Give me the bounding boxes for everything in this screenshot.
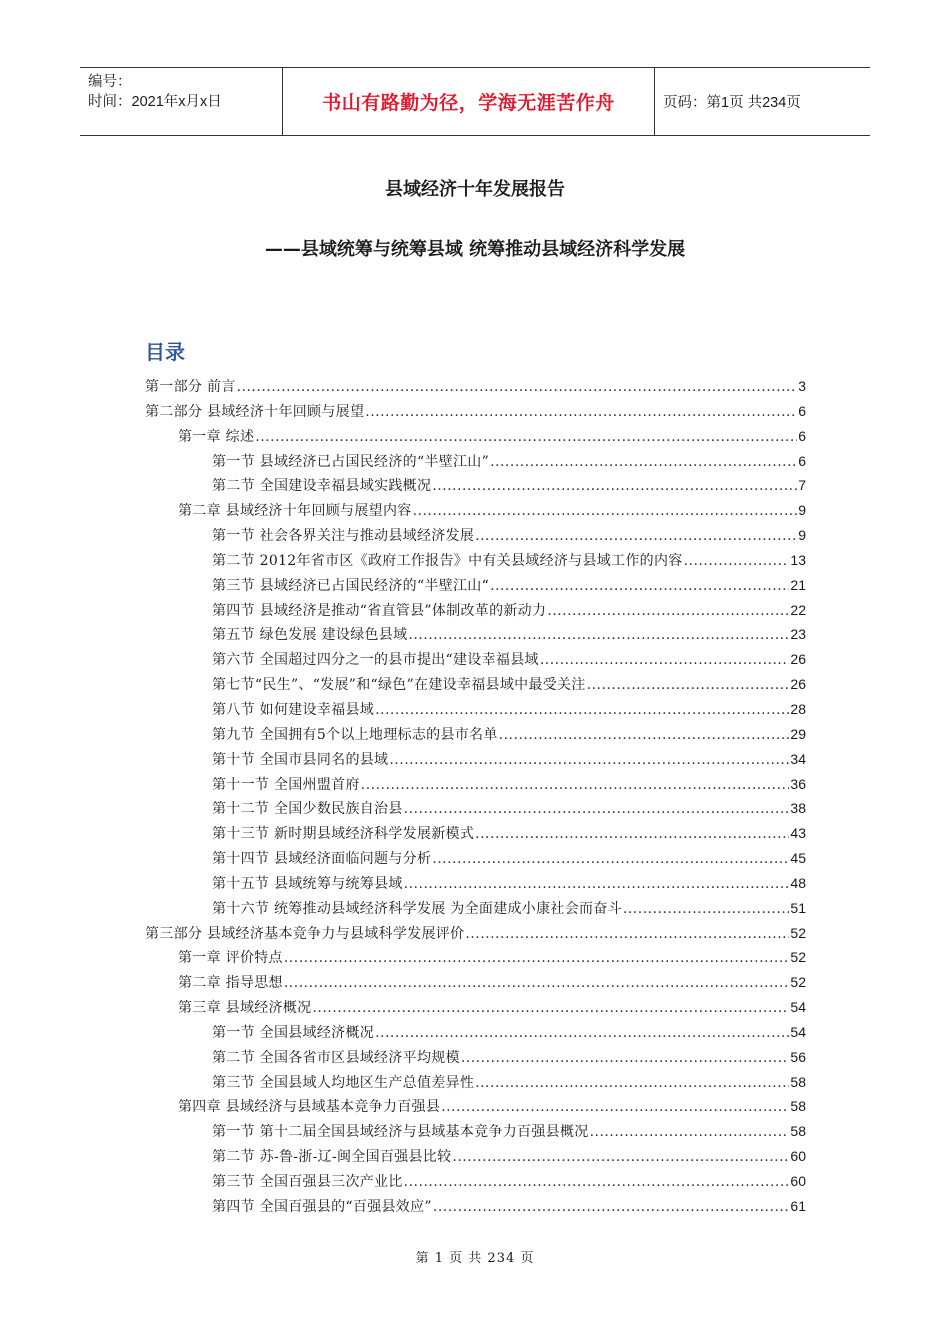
toc-entry-page: 54	[790, 1023, 806, 1040]
toc-entry-label: 第十六节 统筹推动县域经济科学发展 为全面建成小康社会而奋斗	[212, 900, 622, 917]
toc-entry-label: 第十二节 全国少数民族自治县	[212, 801, 403, 818]
table-of-contents	[145, 376, 806, 1221]
toc-entry[interactable]	[145, 923, 806, 948]
toc-entry[interactable]	[145, 500, 806, 525]
toc-dot-leader	[490, 578, 789, 594]
toc-entry-label: 第三节 全国百强县三次产业比	[212, 1174, 403, 1190]
toc-entry-label: 第一节 第十二届全国县域经济与县域基本竞争力百强县概况	[212, 1124, 589, 1141]
toc-entry[interactable]	[145, 1022, 806, 1047]
toc-entry[interactable]	[145, 798, 806, 823]
toc-entry-page: 61	[790, 1197, 806, 1214]
document-date: 时间：2021年x月x日	[88, 94, 222, 110]
toc-entry-page: 52	[790, 924, 806, 941]
toc-entry[interactable]	[145, 1146, 806, 1171]
toc-entry-page: 7	[798, 477, 806, 494]
toc-entry-label: 第一节 社会各界关注与推动县域经济发展	[212, 528, 475, 545]
toc-entry-page: 28	[790, 700, 806, 717]
toc-entry-label: 第十一节 全国州盟首府	[212, 776, 360, 793]
toc-entry-label: 第七节“民生”、“发展”和“绿色”在建设幸福县域中最受关注	[212, 677, 586, 694]
toc-entry-page: 36	[790, 775, 806, 792]
toc-entry-page: 22	[790, 601, 806, 618]
toc-dot-leader	[540, 652, 790, 668]
toc-entry-page: 58	[790, 1073, 806, 1090]
toc-entry-page: 58	[790, 1098, 806, 1115]
document-header	[80, 67, 870, 136]
toc-entry-label: 第六节 全国超过四分之一的县市提出“建设幸福县域	[212, 652, 539, 669]
toc-entry[interactable]	[145, 823, 806, 848]
toc-entry[interactable]	[145, 774, 806, 799]
toc-entry-label: 第二章 县域经济十年回顾与展望内容	[178, 503, 412, 520]
toc-entry[interactable]	[145, 724, 806, 749]
document-subtitle: ——县域统筹与统筹县域 统筹推动县域经济科学发展	[264, 239, 686, 260]
toc-entry[interactable]	[145, 947, 806, 972]
toc-dot-leader	[587, 677, 790, 693]
toc-dot-leader	[408, 627, 789, 643]
toc-entry-page: 26	[790, 651, 806, 668]
toc-entry[interactable]	[145, 475, 806, 500]
toc-dot-leader	[389, 752, 789, 768]
toc-entry[interactable]	[145, 426, 806, 451]
toc-dot-leader	[490, 454, 797, 470]
toc-dot-leader	[284, 950, 790, 966]
toc-entry[interactable]	[145, 575, 806, 600]
toc-entry-page: 9	[798, 527, 806, 544]
toc-entry-page: 51	[790, 899, 806, 916]
toc-dot-leader	[547, 603, 789, 619]
toc-dot-leader	[413, 503, 798, 519]
toc-entry[interactable]	[145, 1096, 806, 1121]
toc-dot-leader	[375, 702, 789, 718]
toc-entry[interactable]	[145, 699, 806, 724]
toc-entry-page: 13	[790, 551, 806, 568]
toc-dot-leader	[365, 404, 797, 420]
toc-entry-label: 第二部分 县域经济十年回顾与展望	[145, 403, 365, 420]
toc-entry-page: 52	[790, 949, 806, 966]
toc-dot-leader	[404, 801, 790, 817]
toc-entry-page: 54	[790, 999, 806, 1016]
toc-dot-leader	[255, 429, 797, 445]
toc-entry-label: 第一节 全国县域经济概况	[212, 1024, 375, 1041]
toc-entry-label: 第一章 综述	[178, 428, 255, 445]
toc-entry[interactable]	[145, 848, 806, 873]
toc-dot-leader	[432, 851, 789, 867]
header-motto: 书山有路勤为径，学海无涯苦作舟	[282, 68, 655, 135]
toc-entry-label: 第二节 2012年省市区《政府工作报告》中有关县域经济与县域工作的内容	[212, 552, 683, 569]
toc-dot-leader	[475, 1075, 789, 1091]
toc-entry[interactable]	[145, 972, 806, 997]
toc-entry[interactable]	[145, 1196, 806, 1221]
toc-entry[interactable]	[145, 873, 806, 898]
toc-entry-label: 第三章 县域经济概况	[178, 1000, 312, 1017]
toc-entry-label: 第十四节 县域经济面临问题与分析	[212, 851, 432, 868]
toc-entry-label: 第一部分 前言	[145, 379, 236, 395]
toc-entry-label: 第十节 全国市县同名的县域	[212, 751, 389, 768]
toc-entry[interactable]	[145, 1121, 806, 1146]
toc-entry[interactable]	[145, 674, 806, 699]
toc-entry-page: 3	[798, 378, 806, 394]
toc-entry-page: 26	[790, 676, 806, 693]
toc-entry-page: 58	[790, 1123, 806, 1140]
toc-entry-page: 52	[790, 974, 806, 991]
toc-dot-leader	[499, 727, 790, 743]
header-page-info: 页码：第1页 共234页	[663, 95, 801, 111]
toc-entry[interactable]	[145, 525, 806, 550]
toc-dot-leader	[461, 1050, 790, 1066]
toc-dot-leader	[284, 975, 790, 991]
toc-entry[interactable]	[145, 749, 806, 774]
toc-entry-label: 第二节 全国建设幸福县域实践概况	[212, 478, 432, 495]
toc-entry-label: 第十五节 县域统筹与统筹县域	[212, 875, 403, 892]
toc-dot-leader	[432, 478, 797, 494]
toc-entry-label: 第五节 绿色发展 建设绿色县域	[212, 627, 408, 644]
toc-entry-label: 第一章 评价特点	[178, 950, 283, 967]
toc-entry-label: 第二节 苏-鲁-浙-辽-闽全国百强县比较	[212, 1149, 452, 1166]
toc-entry[interactable]	[145, 600, 806, 625]
toc-entry-label: 第四节 全国百强县的“百强县效应”	[212, 1198, 432, 1215]
toc-entry[interactable]	[145, 1072, 806, 1097]
toc-entry-page: 9	[798, 502, 806, 519]
toc-heading: 目录	[145, 340, 185, 364]
page-footer: 第 1 页 共 234 页	[415, 1251, 535, 1266]
toc-entry-page: 38	[790, 800, 806, 817]
toc-entry[interactable]	[145, 997, 806, 1022]
toc-dot-leader	[475, 528, 797, 544]
toc-entry-page: 56	[790, 1048, 806, 1065]
toc-entry-label: 第二节 全国各省市区县域经济平均规模	[212, 1049, 460, 1066]
toc-entry-label: 第四章 县域经济与县域基本竞争力百强县	[178, 1099, 441, 1116]
toc-entry-page: 45	[790, 850, 806, 867]
toc-entry-label: 第四节 县域经济是推动“省直管县”体制改革的新动力	[212, 602, 547, 619]
document-title: 县域经济十年发展报告	[385, 179, 565, 200]
toc-dot-leader	[375, 1025, 789, 1041]
toc-entry[interactable]	[145, 451, 806, 476]
toc-entry[interactable]	[145, 550, 806, 575]
toc-entry-page: 21	[790, 576, 806, 593]
toc-entry-page: 29	[790, 725, 806, 742]
toc-entry[interactable]	[145, 624, 806, 649]
toc-entry-label: 第八节 如何建设幸福县域	[212, 701, 375, 718]
toc-dot-leader	[465, 926, 789, 942]
toc-entry-page: 43	[790, 825, 806, 842]
toc-entry-label: 第二章 指导思想	[178, 975, 283, 992]
toc-dot-leader	[684, 553, 790, 569]
toc-entry-page: 6	[798, 402, 806, 419]
toc-dot-leader	[312, 1000, 789, 1016]
toc-entry[interactable]	[145, 1047, 806, 1072]
toc-entry-page: 60	[790, 1173, 806, 1189]
toc-dot-leader	[433, 1199, 790, 1215]
toc-entry[interactable]	[145, 898, 806, 923]
toc-dot-leader	[237, 379, 798, 395]
toc-dot-leader	[590, 1124, 790, 1140]
toc-entry-label: 第九节 全国拥有5个以上地理标志的县市名单	[212, 726, 498, 743]
toc-entry-page: 6	[798, 427, 806, 444]
toc-entry[interactable]	[145, 1171, 806, 1196]
toc-dot-leader	[623, 901, 790, 917]
toc-dot-leader	[404, 1174, 790, 1190]
toc-entry-label: 第三节 县域经济已占国民经济的“半壁江山“	[212, 577, 490, 594]
document-number-label: 编号：	[88, 74, 132, 90]
toc-entry-label: 第三节 全国县域人均地区生产总值差异性	[212, 1074, 475, 1091]
header-meta	[80, 68, 282, 135]
toc-dot-leader	[475, 826, 789, 842]
toc-entry-page: 6	[798, 452, 806, 469]
toc-entry-page: 48	[790, 874, 806, 891]
toc-entry-label: 第一节 县域经济已占国民经济的“半壁江山”	[212, 453, 490, 470]
toc-dot-leader	[404, 876, 790, 892]
toc-dot-leader	[361, 777, 790, 793]
toc-entry-page: 23	[790, 626, 806, 643]
toc-entry-page: 60	[790, 1148, 806, 1165]
toc-entry[interactable]	[145, 649, 806, 674]
toc-dot-leader	[441, 1099, 789, 1115]
toc-dot-leader	[452, 1149, 789, 1165]
toc-entry-label: 第十三节 新时期县域经济科学发展新模式	[212, 826, 475, 843]
toc-entry-page: 34	[790, 750, 806, 767]
toc-entry[interactable]	[145, 376, 806, 401]
toc-entry[interactable]	[145, 401, 806, 426]
toc-entry-label: 第三部分 县域经济基本竞争力与县域科学发展评价	[145, 925, 465, 942]
